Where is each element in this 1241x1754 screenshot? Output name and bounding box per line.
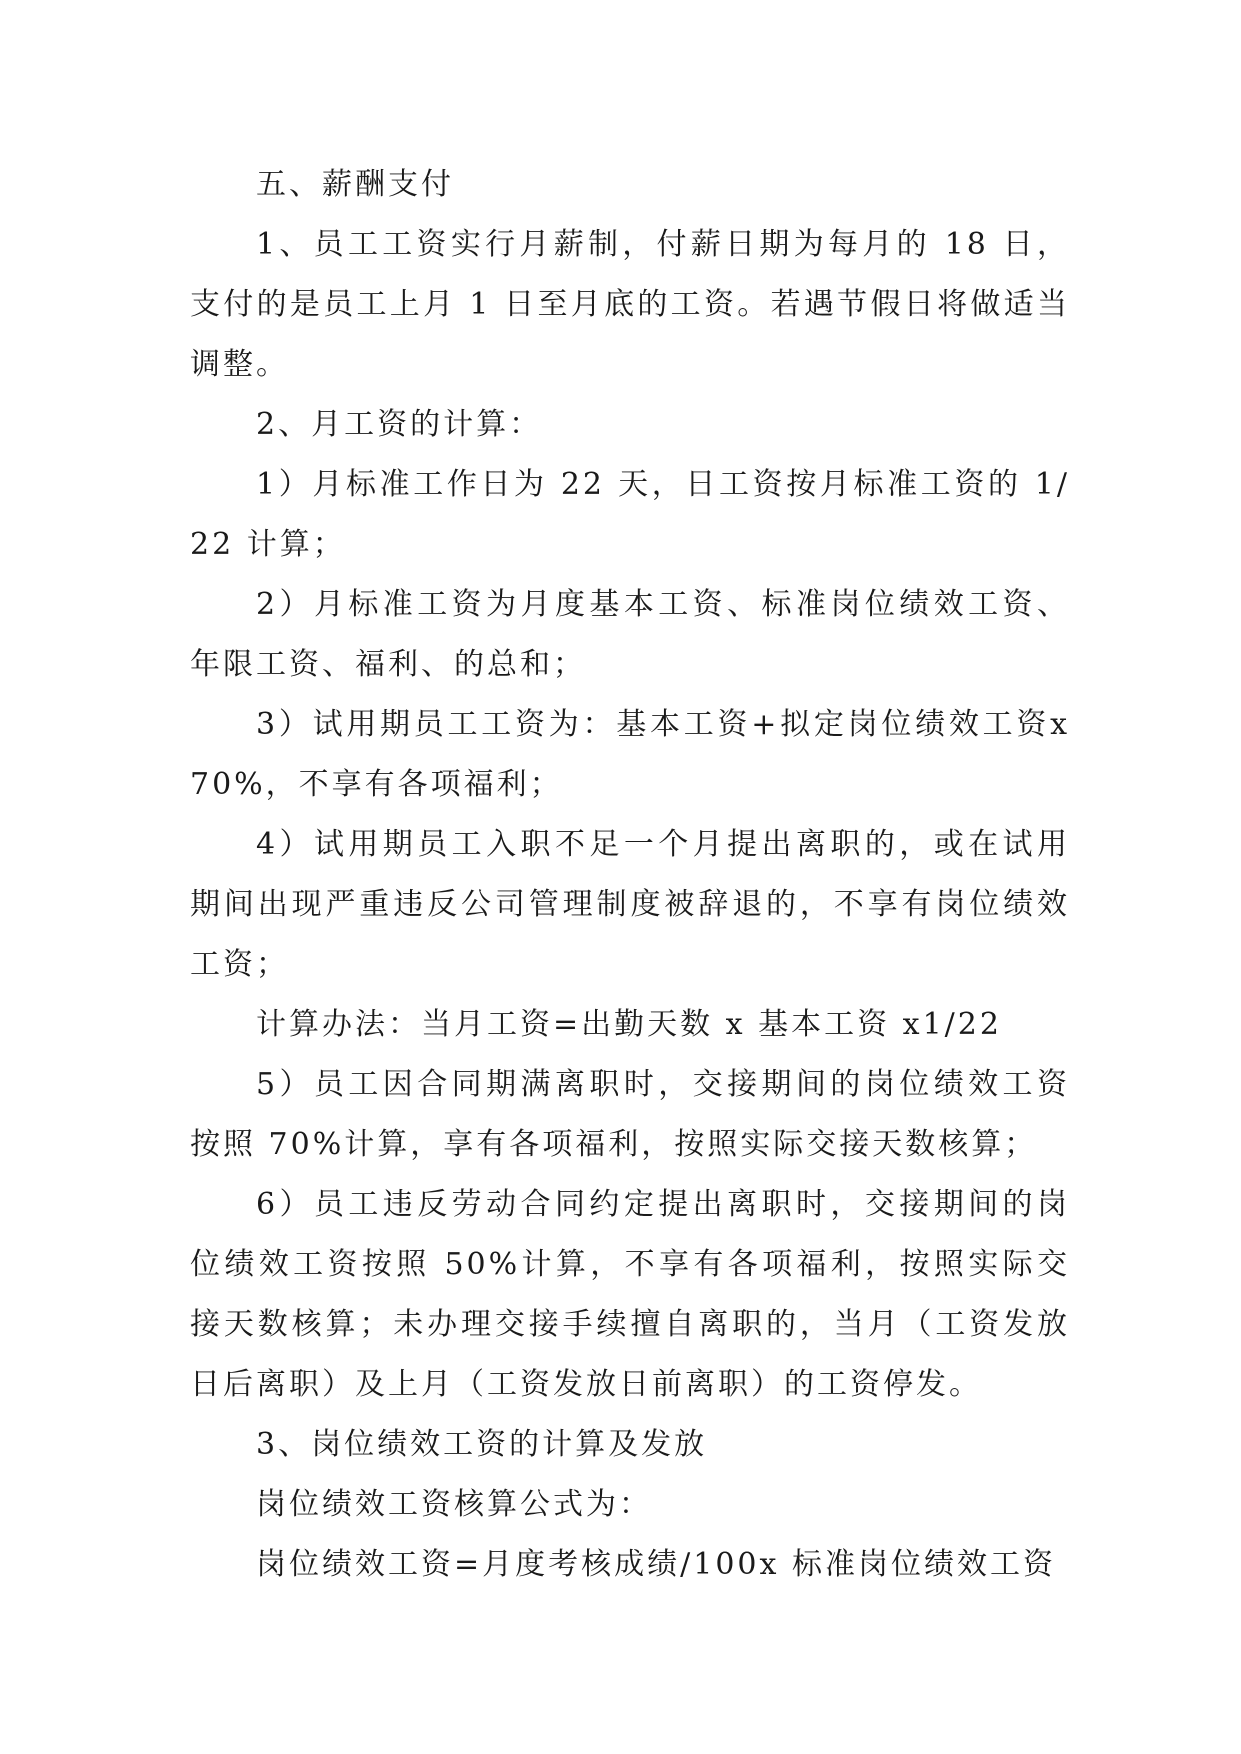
subheading-monthly-salary: 2、月工资的计算： [256, 407, 543, 442]
paragraph-item-4: 4）试用期员工入职不足一个月提出离职的，或在试用期间出现严重违反公司管理制度被辞退的，不享有岗位绩效工资； [190, 827, 1070, 982]
paragraph-item-1: 1）月标准工作日为 22 天，日工资按月标准工资的 1/22 计算； [190, 467, 1070, 562]
paragraph-item-5: 5）员工因合同期满离职时，交接期间的岗位绩效工资按照 70%计算，享有各项福利，按照实际交接天数核算； [190, 1067, 1070, 1162]
paragraph-formula: 计算办法：当月工资=出勤天数 x 基本工资 x1/22 [256, 1007, 1002, 1042]
paragraph-payday: 1、员工工资实行月薪制，付薪日期为每月的 18 日，支付的是员工上月 1 日至月底的工资。若遇节假日将做适当调整。 [190, 227, 1070, 382]
subheading-performance-pay: 3、岗位绩效工资的计算及发放 [256, 1427, 708, 1462]
document-body [190, 155, 1070, 1595]
paragraph-item-6: 6）员工违反劳动合同约定提出离职时，交接期间的岗位绩效工资按照 50%计算，不享有各项福利，按照实际交接天数核算；未办理交接手续擅自离职的，当月（工资发放日后离职）及上月（工资发放日前离职）的工资停发。 [190, 1187, 1070, 1402]
section-heading: 五、薪酬支付 [256, 167, 454, 202]
paragraph-item-2: 2）月标准工资为月度基本工资、标准岗位绩效工资、年限工资、福利、的总和； [190, 587, 1070, 682]
paragraph-performance-formula: 岗位绩效工资=月度考核成绩/100x 标准岗位绩效工资 [256, 1547, 1056, 1582]
paragraph-formula-intro: 岗位绩效工资核算公式为： [256, 1487, 652, 1522]
paragraph-item-3: 3）试用期员工工资为：基本工资+拟定岗位绩效工资x70%，不享有各项福利； [190, 707, 1070, 802]
